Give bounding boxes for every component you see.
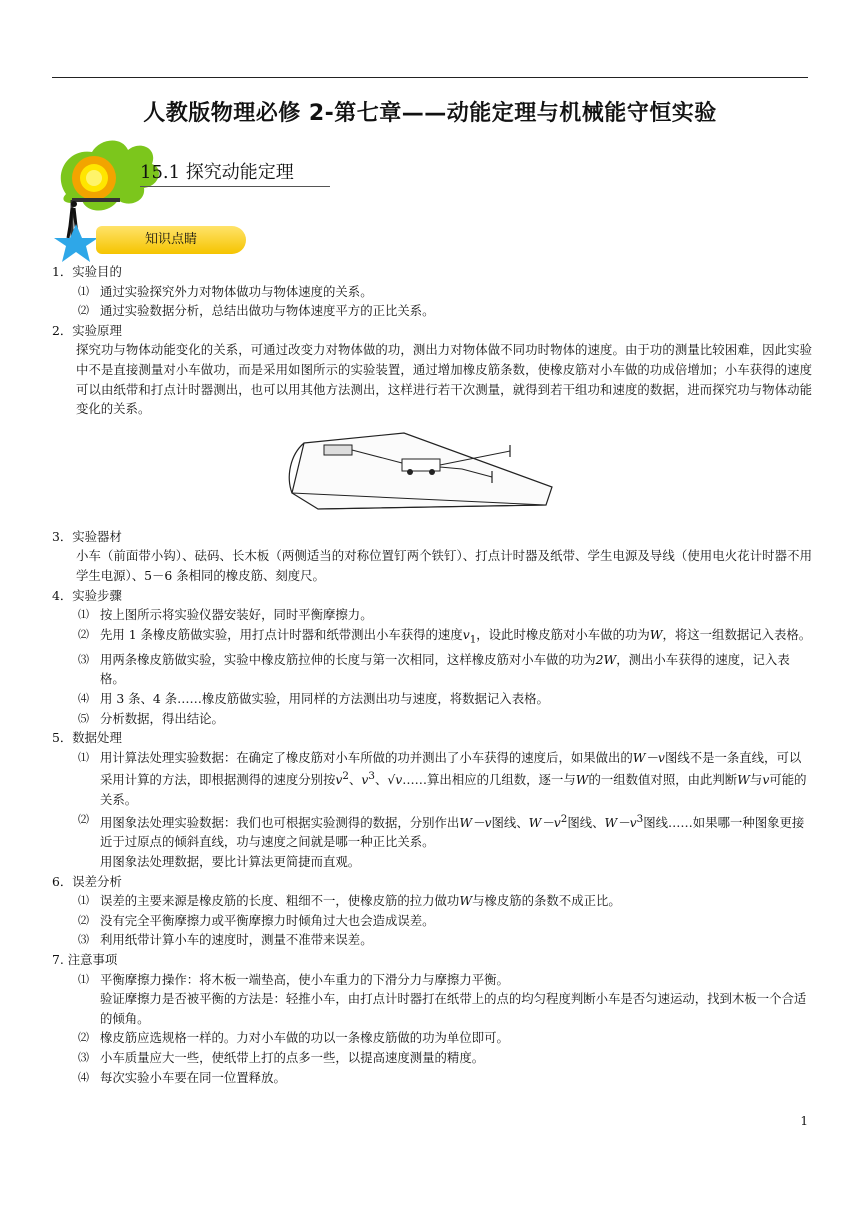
list-item: ⑵ 通过实验数据分析，总结出做功与物体速度平方的正比关系。 (78, 303, 435, 319)
list-item: ⑴ 误差的主要来源是橡皮筋的长度、粗细不一，使橡皮筋的拉力做功W与橡皮筋的条数不成正比。 (78, 893, 621, 909)
heading-error-analysis: 6．误差分析 (52, 873, 122, 889)
data-processing-note: 用图象法处理数据，要比计算法更简捷而直观。 (100, 853, 361, 869)
page-number: 1 (800, 1114, 808, 1128)
header-rule (52, 77, 808, 78)
list-item: ⑴ 按上图所示将实验仪器安装好，同时平衡摩擦力。 (78, 607, 373, 623)
list-item: ⑶ 利用纸带计算小车的速度时，测量不准带来误差。 (78, 932, 373, 948)
list-item: ⑴ 平衡摩擦力操作：将木板一端垫高，使小车重力的下滑分力与摩擦力平衡。 (78, 971, 509, 987)
list-item: ⑶ 小车质量应大一些，使纸带上打的点多一些，以提高速度测量的精度。 (78, 1049, 485, 1065)
list-item: ⑵ 用图象法处理实验数据：我们也可根据实验测得的数据，分别作出W－v图线、$W-v^2$图线、$W-v^3$图线……如果哪一种图象更接近于过原点的倾斜直线，功与速度之间就是哪一种正比关系。 (78, 812, 805, 850)
list-item: ⑶ 用两条橡皮筋做实验，实验中橡皮筋拉伸的长度与第一次相同，这样橡皮筋对小车做的功为2W，测出小车获得的速度，记入表格。 (78, 651, 790, 687)
heading-precautions: 7. 注意事项 (52, 951, 118, 967)
heading-steps: 4．实验步骤 (52, 587, 122, 603)
heading-data-processing: 5．数据处理 (52, 730, 122, 746)
friction-check-note: 验证摩擦力是否被平衡的方法是：轻推小车，由打点计时器打在纸带上的点的均匀程度判断小车是否匀速运动，找到木板一个合适的倾角。 (100, 991, 807, 1026)
list-item: ⑴ 用计算法处理实验数据：在确定了橡皮筋对小车所做的功并测出了小车获得的速度后，如果做出的W－v图线不是一条直线，可以采用计算的方法，即根据测得的速度分别按$v^2$、$v^3$、√v……算出相应的几组数，逐一与W的一组数值对照，由此判断W与v可能的关系。 (78, 749, 807, 808)
list-item: ⑸ 分析数据，得出结论。 (78, 710, 224, 726)
list-item: ⑵ 橡皮筋应选规格一样的。力对小车做的功以一条橡皮筋做的功为单位即可。 (78, 1030, 509, 1046)
list-item: ⑷ 每次实验小车要在同一位置释放。 (78, 1069, 286, 1085)
section-title: 15.1 探究动能定理 (140, 162, 294, 183)
section-rule (140, 186, 330, 187)
list-item: ⑵ 没有完全平衡摩擦力或平衡摩擦力时倾角过大也会造成误差。 (78, 912, 435, 928)
apparatus-illustration (284, 425, 554, 519)
apparatus-figure (52, 425, 812, 521)
content-body (52, 262, 812, 1087)
heading-principle: 2．实验原理 (52, 322, 122, 338)
list-item: ⑵ 先用 1 条橡皮筋做实验，用打点计时器和纸带测出小车获得的速度$v_1$，设此时橡皮筋对小车做的功为W，将这一组数据记入表格。 (78, 626, 812, 646)
principle-paragraph: 探究功与物体动能变化的关系，可通过改变力对物体做的功，测出力对物体做不同功时物体的速度。由于功的测量比较困难，因此实验中不是直接测量对小车做功，而是采用如图所示的实验装置，通过增加橡皮筋条数，使橡皮筋对小车做的功成倍增加；小车获得的速度可以由纸带和打点计时器测出，也可以用其他方法测出，这样进行若干次测量，就得到若干组功和速度的数据，进而探究功与物体动能变化的关系。 (76, 342, 812, 417)
heading-purpose: 1．实验目的 (52, 264, 122, 279)
list-item: ⑷ 用 3 条、4 条……橡皮筋做实验，用同样的方法测出功与速度，将数据记入表格。 (78, 690, 549, 706)
list-item: ⑴ 通过实验探究外力对物体做功与物体速度的关系。 (78, 283, 373, 299)
document-title: 人教版物理必修 2-第七章——动能定理与机械能守恒实验 (143, 101, 717, 126)
equipment-paragraph: 小车（前面带小钩）、砝码、长木板（两侧适当的对称位置钉两个铁钉）、打点计时器及纸带、学生电源及导线（使用电火花计时器不用学生电源）、5－6 条相同的橡皮筋、刻度尺。 (76, 548, 812, 583)
heading-equipment: 3．实验器材 (52, 528, 122, 544)
knowledge-badge: 知识点睛 (96, 226, 246, 254)
